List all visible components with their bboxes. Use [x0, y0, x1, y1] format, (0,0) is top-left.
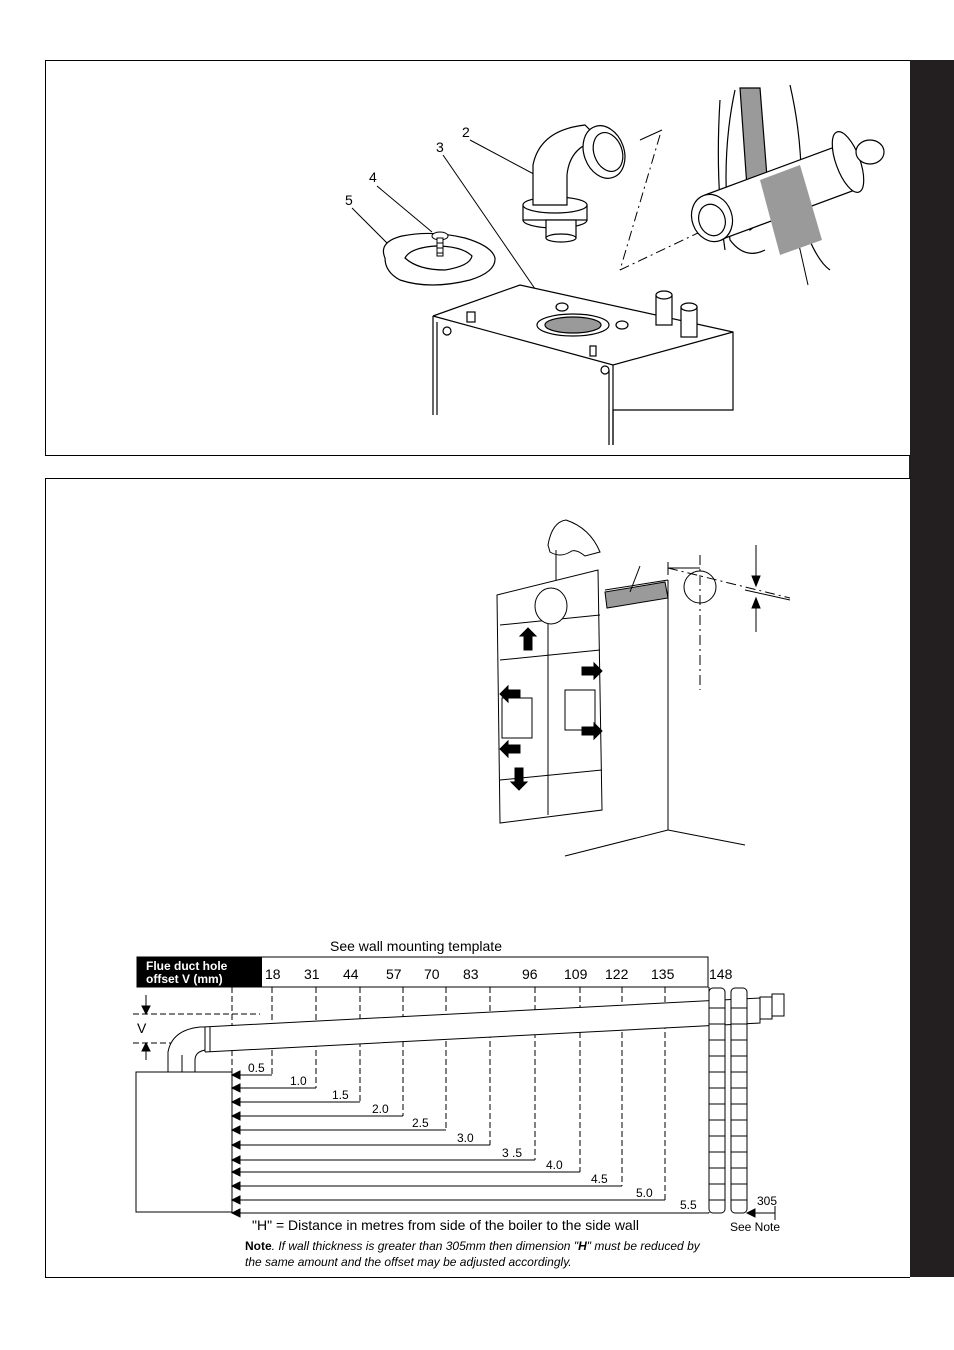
- callout-4: 4: [369, 169, 377, 185]
- note-text-1: . If wall thickness is greater than 305mm then dimension ": [271, 1239, 579, 1253]
- offset-detail: [668, 545, 790, 690]
- offset-value: 57: [386, 966, 402, 982]
- offset-value: 109: [564, 966, 588, 982]
- offset-value: 18: [265, 966, 281, 982]
- note-text-2: " must be reduced by the same amount and the offset may be adjusted accordingly.: [245, 1239, 700, 1269]
- note-h: H: [578, 1239, 587, 1253]
- callout-5: 5: [345, 192, 353, 208]
- callout-2: 2: [462, 124, 470, 140]
- note-label: Note: [245, 1239, 272, 1253]
- h-caption: "H" = Distance in metres from side of the boiler to the side wall: [252, 1217, 639, 1233]
- offset-value: 44: [343, 966, 359, 982]
- distance-value: 5.5: [680, 1198, 697, 1212]
- offset-values: [265, 966, 733, 982]
- distance-value: 2.5: [412, 1116, 429, 1130]
- chart-title: See wall mounting template: [330, 938, 502, 954]
- distance-value: 0.5: [248, 1061, 265, 1075]
- offset-value: 83: [463, 966, 479, 982]
- offset-value: 96: [522, 966, 538, 982]
- wall-thickness-note: [245, 1238, 715, 1270]
- v-label: V: [137, 1020, 147, 1036]
- offset-value: 135: [651, 966, 675, 982]
- distance-value: 3 .5: [502, 1146, 523, 1160]
- distance-value: 1.5: [332, 1088, 349, 1102]
- see-note-label: See Note: [730, 1220, 781, 1234]
- offset-value: 122: [605, 966, 629, 982]
- wall-template-sheet: [497, 570, 602, 823]
- distance-value: 5.0: [636, 1186, 653, 1200]
- offset-header-line1: Flue duct hole: [146, 959, 228, 973]
- distance-value: 1.0: [290, 1074, 307, 1088]
- callout-3: 3: [436, 139, 444, 155]
- offset-value: 70: [424, 966, 440, 982]
- distance-values: [248, 1061, 697, 1212]
- distance-value: 4.5: [591, 1172, 608, 1186]
- distance-value: 4.0: [546, 1158, 563, 1172]
- offset-value: 148: [709, 966, 733, 982]
- distance-value: 3.0: [457, 1131, 474, 1145]
- distance-value: 2.0: [372, 1102, 389, 1116]
- offset-value: 31: [304, 966, 320, 982]
- spirit-level: [605, 566, 668, 608]
- offset-header-line2: offset V (mm): [146, 972, 223, 986]
- wall-thickness-value: 305: [757, 1194, 778, 1208]
